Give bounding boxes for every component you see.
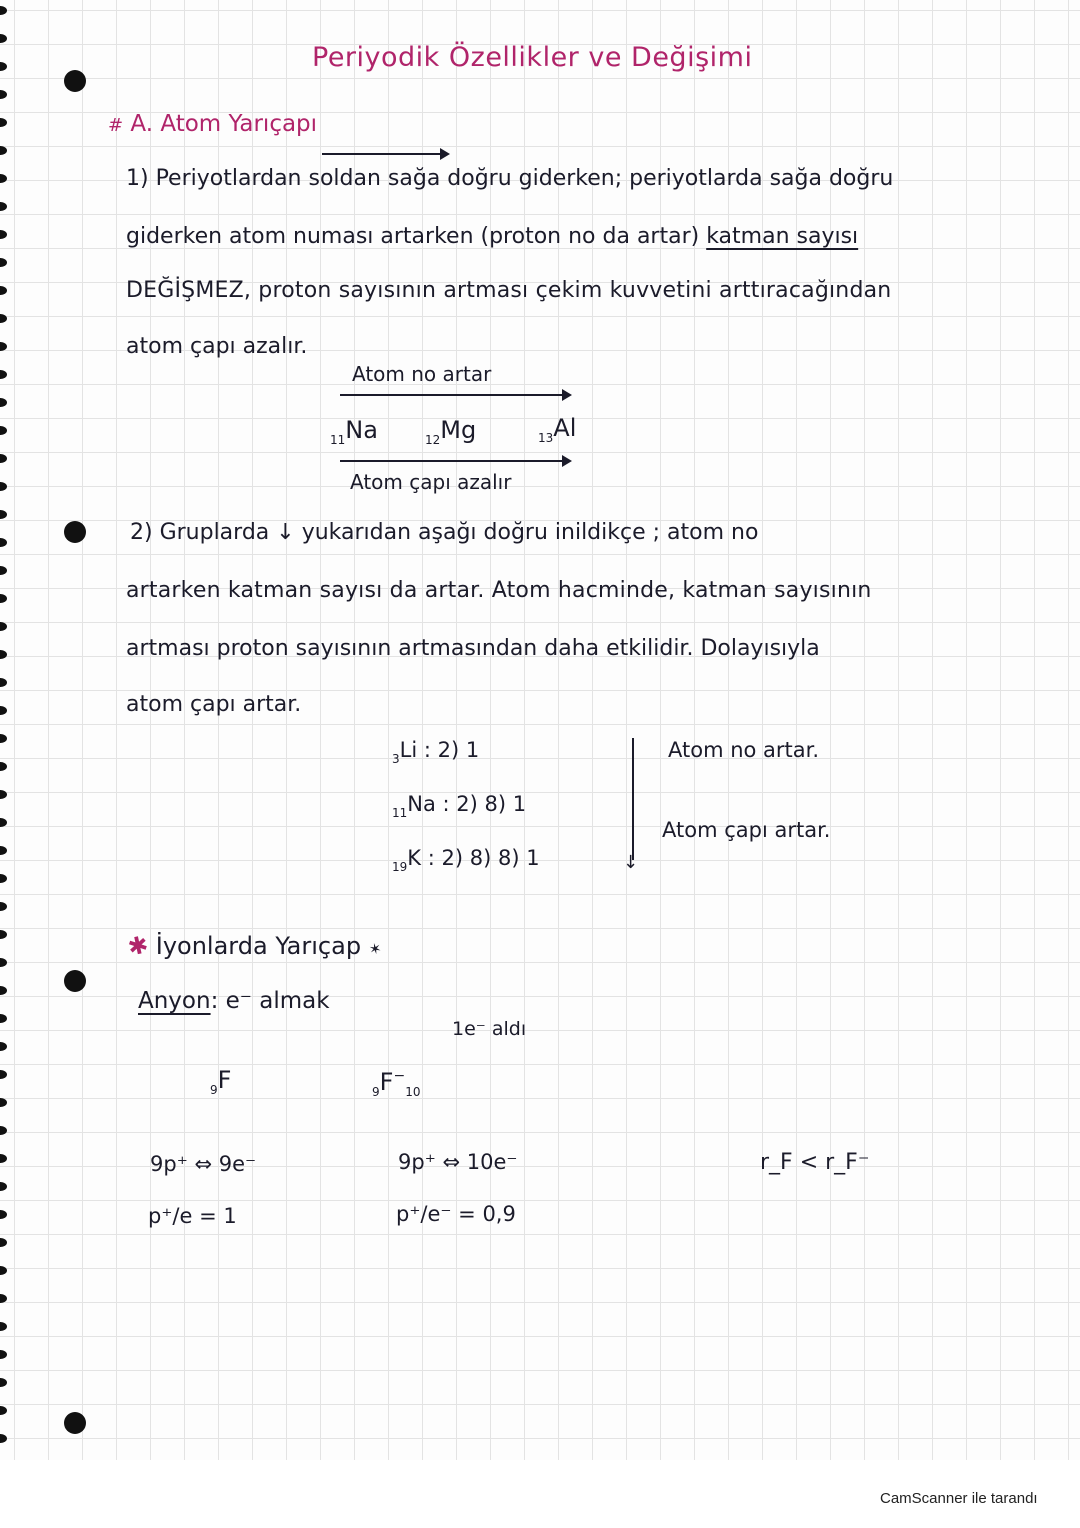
element-mg-symbol: Mg (440, 416, 477, 444)
punch-hole (64, 521, 86, 543)
config-k (392, 846, 540, 874)
group-note-atom-radius: Atom çapı artar. (662, 818, 831, 842)
page-title: Periyodik Özellikler ve Değişimi (312, 42, 753, 73)
ion-charge-balance: 9p⁺ ⇔ 10e⁻ (398, 1150, 518, 1174)
fluoride-ion (372, 1068, 421, 1099)
element-al-number: 13 (538, 431, 554, 445)
punch-hole (64, 1412, 86, 1434)
punch-hole (64, 70, 86, 92)
para2-line3: artması proton sayısının artmasından daha etkilidir. Dolayısıyla (126, 636, 820, 661)
element-na-number: 11 (330, 433, 346, 447)
config-li-number: 3 (392, 752, 400, 766)
neutral-ratio: p⁺/e = 1 (148, 1204, 237, 1228)
config-na-symbol: Na (407, 792, 436, 816)
right-arrow-icon (322, 153, 448, 155)
section-a-heading (108, 111, 317, 137)
neutral-fluorine-number: 9 (210, 1083, 218, 1097)
config-k-number: 19 (392, 860, 408, 874)
down-arrow-icon (632, 738, 634, 860)
config-na (392, 792, 527, 820)
config-k-symbol: K (407, 846, 422, 870)
para2-line2: artarken katman sayısı da artar. Atom hacminde, katman sayısının (126, 578, 872, 603)
period-top-label: Atom no artar (352, 362, 492, 386)
scanner-watermark: CamScanner ile tarandı (880, 1490, 1038, 1507)
period-bottom-label: Atom çapı azalır (350, 470, 512, 494)
radius-comparison: r_F < r_F⁻ (760, 1150, 870, 1175)
fluoride-charge: − (393, 1068, 406, 1084)
star-icon: ✱ (125, 930, 151, 962)
para1-line2-underlined: katman sayısı (706, 224, 859, 249)
para1-line1: 1) Periyotlardan soldan sağa doğru giderken; periyotlarda sağa doğru (126, 166, 894, 191)
ions-heading (125, 930, 384, 962)
config-na-number: 11 (392, 806, 408, 820)
ion-ratio: p⁺/e⁻ = 0,9 (396, 1202, 516, 1226)
hash-marker: # (108, 115, 124, 136)
fluoride-symbol: F (379, 1068, 394, 1096)
config-li-symbol: Li (399, 738, 418, 762)
para1-line2 (126, 224, 858, 249)
config-k-shells: : 2) 8) 8) 1 (427, 846, 540, 870)
element-na-symbol: Na (345, 416, 378, 444)
element-na (330, 416, 378, 447)
down-arrow-head-icon: ↓ (623, 852, 639, 873)
anion-definition (138, 988, 330, 1014)
config-li-shells: : 2) 1 (423, 738, 480, 762)
group-note-atom-no: Atom no artar. (668, 738, 820, 762)
para2-line1: 2) Gruplarda ↓ yukarıdan aşağı doğru inildikçe ; atom no (130, 520, 759, 545)
fluoride-number: 9 (372, 1085, 380, 1099)
element-mg (425, 416, 477, 447)
star-icon: ✶ (366, 938, 384, 960)
neutral-charge-balance: 9p⁺ ⇔ 9e⁻ (150, 1152, 257, 1176)
element-al-symbol: Al (553, 414, 577, 442)
anion-def-text: : e⁻ almak (210, 988, 330, 1014)
para2-line4: atom çapı artar. (126, 692, 302, 717)
ions-heading-text: İyonlarda Yarıçap (155, 932, 362, 960)
config-na-shells: : 2) 8) 1 (442, 792, 527, 816)
element-mg-number: 12 (425, 433, 441, 447)
fluoride-electrons: 10 (405, 1085, 421, 1099)
anion-label: Anyon (138, 988, 211, 1014)
para1-line4: atom çapı azalır. (126, 334, 308, 359)
gain-note: 1e⁻ aldı (452, 1018, 527, 1040)
para1-line2-text: giderken atom numası artarken (proton no da artar) (126, 224, 707, 249)
section-a-heading-text: A. Atom Yarıçapı (130, 111, 318, 137)
neutral-fluorine (210, 1066, 232, 1097)
neutral-fluorine-symbol: F (217, 1066, 232, 1094)
period-arrow-bottom-icon (340, 460, 570, 462)
element-al (538, 414, 577, 445)
config-li (392, 738, 480, 766)
period-arrow-top-icon (340, 394, 570, 396)
para1-line3: DEĞİŞMEZ, proton sayısının artması çekim kuvvetini arttıracağından (126, 278, 892, 303)
punch-hole (64, 970, 86, 992)
